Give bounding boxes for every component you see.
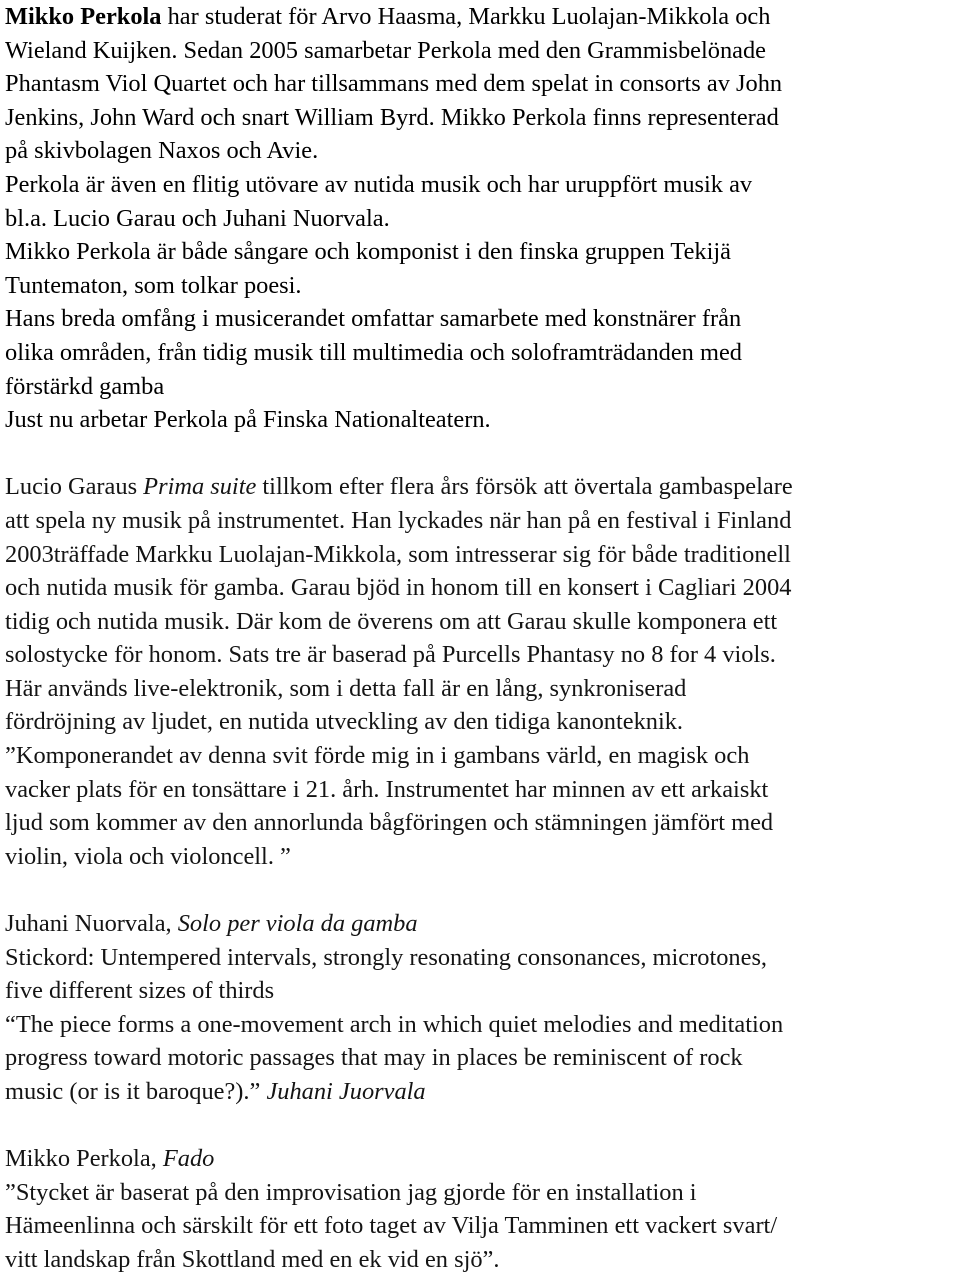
nuorvala-line-6 (5, 1075, 955, 1109)
nuorvala-quote-end: music (or is it baroque?).” (5, 1078, 267, 1105)
bio-line-8: Mikko Perkola är både sångare och komponist i den finska gruppen Tekijä (5, 238, 731, 266)
garau-line-1 (5, 470, 955, 504)
bio-line-7: bl.a. Lucio Garau och Juhani Nuorvala. (5, 204, 390, 232)
bio-line-3: Phantasm Viol Quartet och har tillsammans med dem spelat in consorts av John (5, 70, 783, 98)
nuorvala-line-2: Stickord: Untempered intervals, strongly resonating consonances, microtones, (5, 943, 768, 971)
garau-line-9: ”Komponerandet av denna svit förde mig in i gambans värld, en magisk och (5, 742, 750, 770)
garau-paragraph (5, 470, 955, 873)
fado-line-2: ”Stycket är baserat på den improvisation jag gjorde för en installation i (5, 1178, 697, 1206)
garau-author: Lucio Garaus (5, 473, 144, 501)
fado-author: Mikko Perkola, (5, 1145, 163, 1173)
garau-line-12: violin, viola och violoncell. ” (5, 842, 291, 870)
bio-line-5: på skivbolagen Naxos och Avie. (5, 137, 319, 165)
paragraph-gap (5, 437, 955, 471)
fado-heading (5, 1142, 955, 1176)
bio-line-1-text: har studerat för Arvo Haasma, Markku Luolajan-Mikkola och (161, 3, 771, 30)
fado-line-3: Hämeenlinna och särskilt för ett foto taget av Vilja Tamminen ett vackert svart/ (5, 1212, 778, 1240)
bio-line-4: Jenkins, John Ward och snart William Byrd. Mikko Perkola finns representerad (5, 103, 779, 131)
bio-line (5, 0, 955, 34)
fado-work-title: Fado (162, 1145, 215, 1173)
garau-line-8: fördröjning av ljudet, en nutida utveckling av den tidiga kanonteknik. (5, 708, 684, 736)
garau-work-title: Prima suite (143, 473, 257, 501)
bio-line-12: förstärkd gamba (5, 372, 165, 400)
garau-line-11: ljud som kommer av den annorlunda bågföringen och stämningen jämfört med (5, 809, 774, 837)
nuorvala-heading (5, 907, 955, 941)
bio-line-11: olika områden, från tidig musik till multimedia och soloframträdanden med (5, 338, 742, 366)
nuorvala-work-title: Solo per viola da gamba (177, 910, 418, 938)
garau-line-6: solostycke för honom. Sats tre är baserad på Purcells Phantasy no 8 for 4 viols. (5, 641, 776, 669)
nuorvala-author: Juhani Nuorvala, (5, 910, 178, 938)
paragraph-gap (5, 873, 955, 907)
garau-line-2: att spela ny musik på instrumentet. Han lyckades när han på en festival i Finland (5, 506, 792, 534)
nuorvala-signature: Juhani Juorvala (266, 1078, 426, 1105)
garau-line-7: Här används live-elektronik, som i detta fall är en lång, synkroniserad (5, 674, 687, 702)
paragraph-gap (5, 1109, 955, 1143)
garau-line-10: vacker plats för en tonsättare i 21. årh. Instrumentet har minnen av ett arkaiskt (5, 775, 769, 803)
bio-line-9: Tuntematon, som tolkar poesi. (5, 271, 302, 299)
bio-paragraph (5, 0, 955, 437)
bio-name: Mikko Perkola (5, 3, 162, 30)
nuorvala-line-4: “The piece forms a one-movement arch in which quiet melodies and meditation (5, 1010, 784, 1038)
fado-paragraph (5, 1142, 955, 1276)
garau-line-1-text: tillkom efter flera års försök att övertala gambaspelare (256, 473, 793, 501)
nuorvala-line-5: progress toward motoric passages that may in places be reminiscent of rock (5, 1044, 743, 1072)
nuorvala-paragraph (5, 907, 955, 1109)
bio-line-6: Perkola är även en flitig utövare av nutida musik och har uruppfört musik av (5, 170, 753, 198)
garau-line-3: 2003träffade Markku Luolajan-Mikkola, som intresserar sig för både traditionell (5, 540, 791, 568)
fado-line-4: vitt landskap från Skottland med en ek vid en sjö”. (5, 1245, 500, 1273)
bio-line-2: Wieland Kuijken. Sedan 2005 samarbetar Perkola med den Grammisbelönade (5, 36, 766, 64)
bio-line-10: Hans breda omfång i musicerandet omfattar samarbete med konstnärer från (5, 305, 742, 333)
document-page (5, 0, 955, 1277)
garau-line-4: och nutida musik för gamba. Garau bjöd in honom till en konsert i Cagliari 2004 (5, 574, 792, 602)
bio-line-13: Just nu arbetar Perkola på Finska Nationalteatern. (5, 406, 491, 434)
garau-line-5: tidig och nutida musik. Där kom de överens om att Garau skulle komponera ett (5, 607, 778, 635)
nuorvala-line-3: five different sizes of thirds (5, 977, 275, 1005)
